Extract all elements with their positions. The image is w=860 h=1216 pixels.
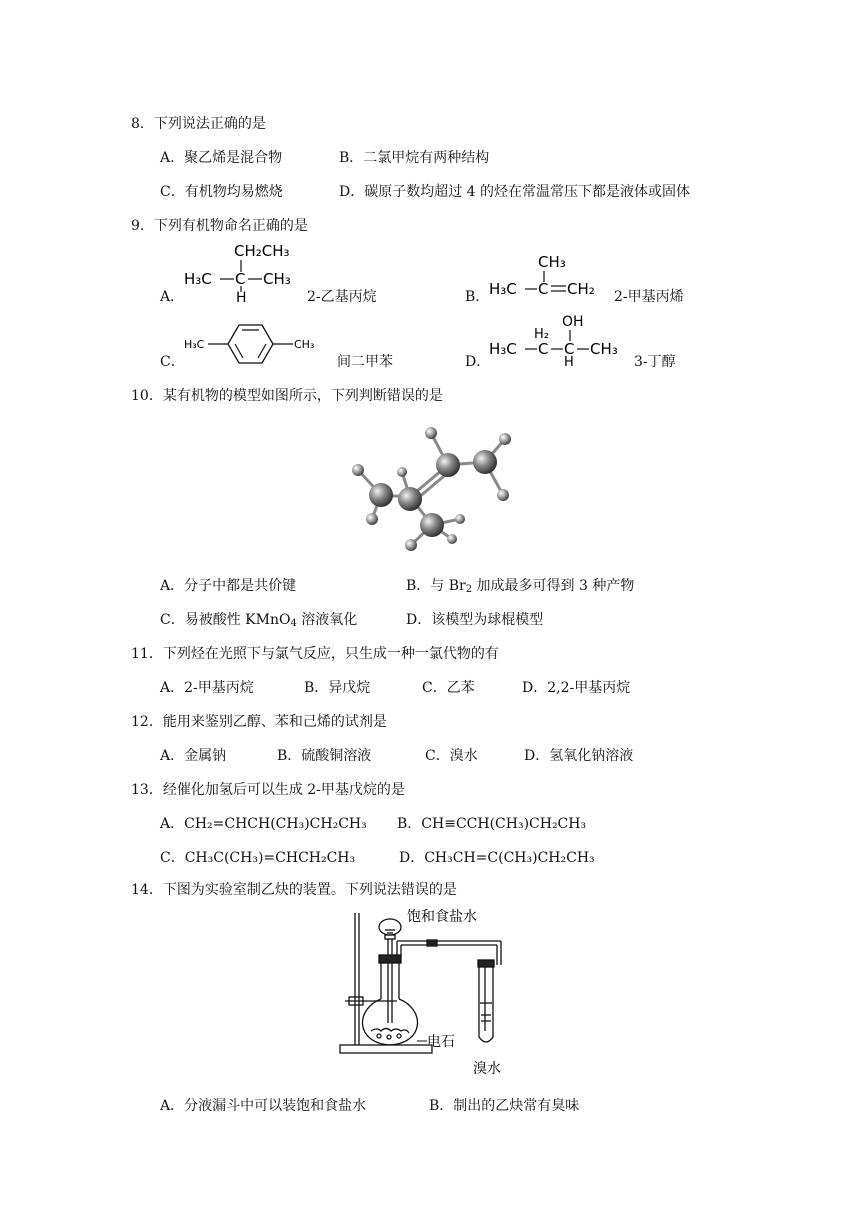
c-left-methyl: H₃C xyxy=(184,338,205,351)
q12-option-b: B．硫酸铜溶液 xyxy=(277,748,372,764)
q11-option-d: D．2,2-甲基丙烷 xyxy=(522,680,631,696)
a-bottom-h: H xyxy=(236,290,247,304)
c-right-methyl: CH₃ xyxy=(294,338,315,351)
b-left-group: H₃C xyxy=(489,280,517,298)
q11-option-b: B．异戊烷 xyxy=(304,680,371,696)
d-bottom-h: H xyxy=(564,355,574,370)
q9-structure-d xyxy=(488,312,628,370)
d-c2: C xyxy=(564,340,575,358)
a-right-group: CH₃ xyxy=(263,270,291,288)
q12-option-a: A．金属钠 xyxy=(160,748,227,764)
q14-option-a: A．分液漏斗中可以装饱和食盐水 xyxy=(160,1098,367,1114)
q9-structure-c xyxy=(182,316,322,372)
a-top-group: CH₂CH₃ xyxy=(234,242,290,260)
q8-option-a: A．聚乙烯是混合物 xyxy=(160,150,283,166)
q9-option-a-letter: A． xyxy=(160,289,185,305)
b-top-group: CH₃ xyxy=(538,253,566,271)
q8-option-c: C．有机物均易燃烧 xyxy=(160,184,283,200)
label-bromine-water: 溴水 xyxy=(473,1061,501,1077)
ball-and-stick-model-image xyxy=(345,415,525,555)
q10-option-b: B．与 $Br_2$ 加成最多可得到 3 种产物 xyxy=(406,578,635,595)
q8-stem: 8．下列说法正确的是 xyxy=(131,116,266,132)
label-saturated-brine: 饱和食盐水 xyxy=(407,909,477,925)
q10-option-d: D．该模型为球棍模型 xyxy=(406,612,544,628)
q8-option-b: B．二氯甲烷有两种结构 xyxy=(339,150,490,166)
d-h2-group: H₂ xyxy=(534,327,549,342)
q10-stem: 10．某有机物的模型如图所示，下列判断错误的是 xyxy=(131,388,443,404)
q12-option-c: C．溴水 xyxy=(425,748,478,764)
q13-option-d: D．CH₃CH=C(CH₃)CH₂CH₃ xyxy=(399,850,595,866)
q14-option-b: B．制出的乙炔常有臭味 xyxy=(429,1098,580,1114)
q11-option-c: C．乙苯 xyxy=(422,680,475,696)
a-left-group: H₃C xyxy=(184,270,212,288)
q8-option-d: D．碳原子数均超过 4 的烃在常温常压下都是液体或固体 xyxy=(339,184,691,200)
d-oh-group: OH xyxy=(562,314,584,330)
q12-stem: 12．能用来鉴别乙醇、苯和己烯的试剂是 xyxy=(131,714,387,730)
q11-option-a: A．2-甲基丙烷 xyxy=(160,680,254,696)
q9-stem: 9．下列有机物命名正确的是 xyxy=(131,218,308,234)
d-left-group: H₃C xyxy=(489,340,517,358)
q9-option-c-letter: C． xyxy=(160,354,185,370)
a-center-c: C xyxy=(235,270,246,288)
b-right-group: CH₂ xyxy=(567,280,595,298)
d-right-group: CH₃ xyxy=(590,340,618,358)
label-calcium-carbide: 电石 xyxy=(427,1034,455,1050)
q10-option-c: C．易被酸性 KMnO$_4$ 溶液氧化 xyxy=(160,612,358,629)
acetylene-apparatus-diagram xyxy=(335,905,535,1080)
q13-option-c: C．CH₃C(CH₃)=CHCH₂CH₃ xyxy=(160,850,356,866)
q9-option-b-name: 2-甲基丙烯 xyxy=(614,289,684,305)
q12-option-d: D．氢氧化钠溶液 xyxy=(524,748,634,764)
q9-option-c-name: 间二甲苯 xyxy=(337,354,393,370)
q9-option-d-letter: D． xyxy=(465,354,491,370)
q9-structure-a xyxy=(182,240,302,304)
q13-stem: 13．经催化加氢后可以生成 2-甲基戊烷的是 xyxy=(131,782,405,798)
q13-option-b: B．CH≡CCH(CH₃)CH₂CH₃ xyxy=(397,816,587,832)
b-center-c: C xyxy=(538,280,549,298)
q9-option-d-name: 3-丁醇 xyxy=(634,354,676,370)
q9-option-b-letter: B． xyxy=(465,289,490,305)
d-c1: C xyxy=(538,340,549,358)
q14-stem: 14．下图为实验室制乙炔的装置。下列说法错误的是 xyxy=(131,882,457,898)
q9-option-a-name: 2-乙基丙烷 xyxy=(307,289,377,305)
q10-option-a: A．分子中都是共价键 xyxy=(160,578,297,594)
q11-stem: 11．下列烃在光照下与氯气反应，只生成一种一氯代物的有 xyxy=(131,646,499,662)
q9-structure-b xyxy=(488,250,613,300)
q13-option-a: A．CH₂=CHCH(CH₃)CH₂CH₃ xyxy=(160,816,367,832)
